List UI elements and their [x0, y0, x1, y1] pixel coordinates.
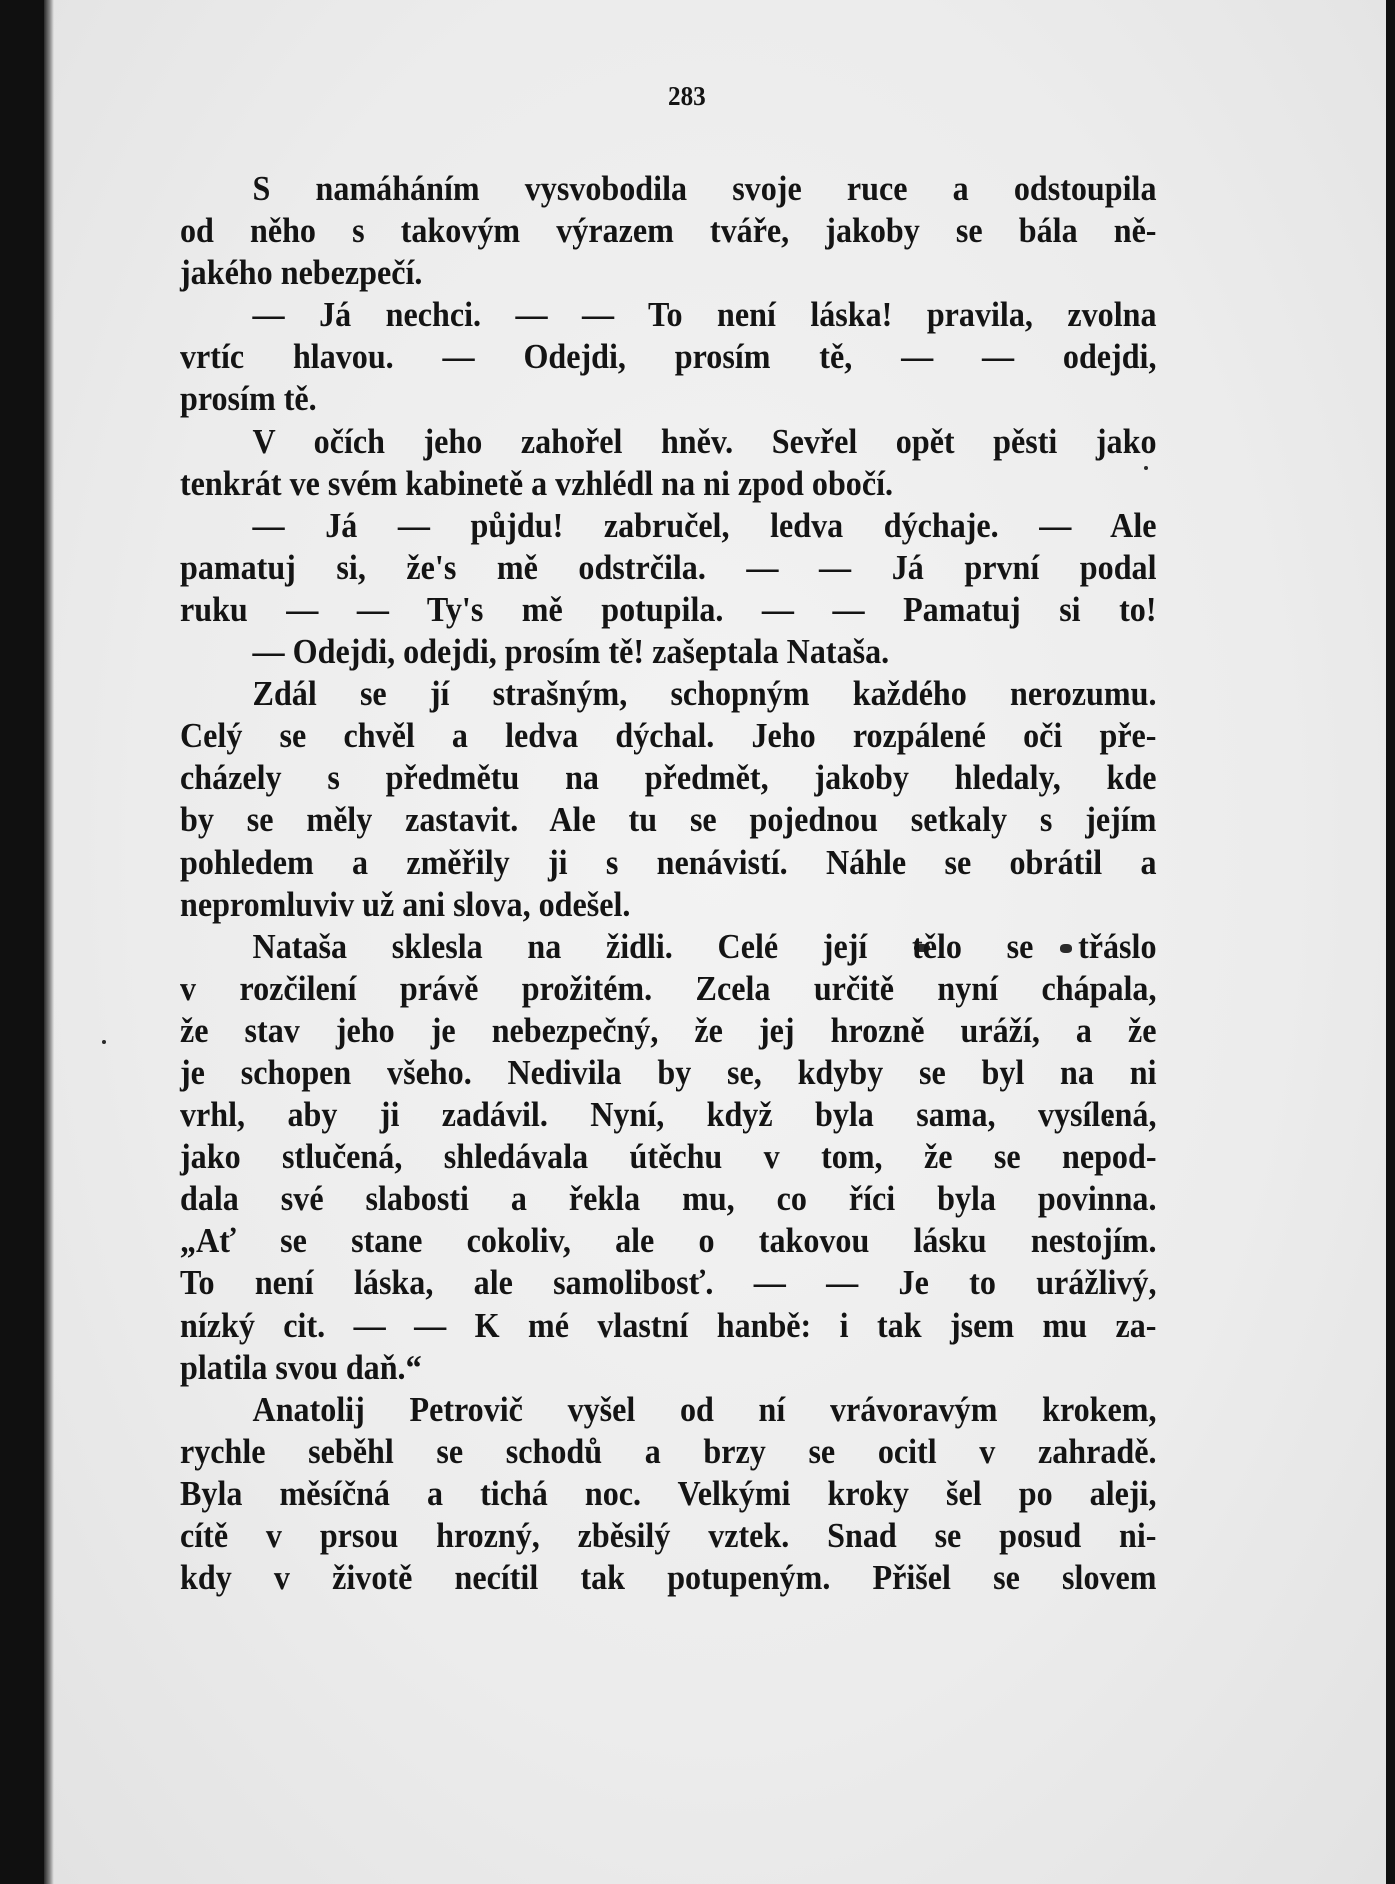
page-gutter-shadow: [44, 0, 54, 1884]
text-line: cházely s předmětu na předmět, jakoby hledaly, kde: [180, 759, 1157, 798]
text-line: S namáháním vysvobodila svoje ruce a odstoupila: [252, 170, 1157, 208]
text-line: pohledem a změřily ji s nenávistí. Náhle se obrátil a: [180, 843, 1157, 882]
text-line: dala své slabosti a řekla mu, co říci byla povinna.: [180, 1180, 1157, 1219]
text-line: cítě v prsou hrozný, zběsilý vztek. Snad se posud ni-: [180, 1517, 1157, 1555]
text-line: rychle seběhl se schodů a brzy se ocitl v zahradě.: [180, 1432, 1157, 1471]
text-line: tenkrát ve svém kabinetě a vzhlédl na ni zpod obočí.: [180, 464, 894, 503]
text-line: — Já nechci. — — To není láska! pravila, zvolna: [252, 296, 1157, 335]
text-line: Celý se chvěl a ledva dýchal. Jeho rozpálené oči pře-: [180, 717, 1157, 756]
text-line: vrhl, aby ji zadávil. Nyní, když byla sama, vysílená,: [180, 1096, 1157, 1135]
text-line: vrtíc hlavou. — Odejdi, prosím tě, — — odejdi,: [180, 338, 1157, 377]
text-line: že stav jeho je nebezpečný, že jej hrozně uráží, a že: [180, 1011, 1157, 1050]
page-text: [180, 80, 1157, 1599]
book-page: [44, 0, 1386, 1884]
text-line: jako stlučená, shledávala útěchu v tom, že se nepod-: [180, 1138, 1157, 1177]
text-line: — Odejdi, odejdi, prosím tě! zašeptala Nataša.: [252, 633, 890, 672]
page-number: 283: [668, 81, 706, 111]
text-line: nízký cit. — — K mé vlastní hanbě: i tak jsem mu za-: [180, 1306, 1157, 1345]
print-speck: [102, 1040, 106, 1044]
text-line: — Já — půjdu! zabručel, ledva dýchaje. — Ale: [252, 506, 1157, 545]
text-line: ruku — — Ty's mě potupila. — — Pamatuj si to!: [180, 590, 1157, 629]
text-line: je schopen všeho. Nedivila by se, kdyby se byl na ni: [180, 1053, 1157, 1092]
text-line: by se měly zastavit. Ale tu se pojednou setkaly s jejím: [180, 801, 1157, 840]
text-line: Byla měsíčná a tichá noc. Velkými kroky šel po aleji,: [180, 1474, 1157, 1513]
text-line: prosím tě.: [180, 380, 317, 419]
text-line: „Ať se stane cokoliv, ale o takovou lásku nestojím.: [180, 1222, 1157, 1261]
text-line: kdy v životě necítil tak potupeným. Přišel se slovem: [180, 1559, 1157, 1598]
text-line: platila svou daň.“: [180, 1348, 422, 1387]
text-line: od něho s takovým výrazem tváře, jakoby se bála ně-: [180, 212, 1157, 251]
text-line: Anatolij Petrovič vyšel od ní vrávoravým krokem,: [252, 1390, 1157, 1429]
text-line: nepromluviv už ani slova, odešel.: [180, 885, 631, 924]
text-lines: [180, 168, 1157, 1599]
text-line: Nataša sklesla na židli. Celé její tělo se třáslo: [252, 927, 1157, 966]
text-line: V očích jeho zahořel hněv. Sevřel opět pěsti jako: [252, 422, 1157, 461]
text-line: v rozčilení právě prožitém. Zcela určitě nyní chápala,: [180, 969, 1157, 1008]
text-line: Zdál se jí strašným, schopným každého nerozumu.: [252, 675, 1157, 714]
text-line: To není láska, ale samolibosť. — — Je to urážlivý,: [180, 1264, 1157, 1303]
text-line: jakého nebezpečí.: [180, 254, 423, 293]
text-line: pamatuj si, že's mě odstrčila. — — Já první podal: [180, 548, 1157, 587]
